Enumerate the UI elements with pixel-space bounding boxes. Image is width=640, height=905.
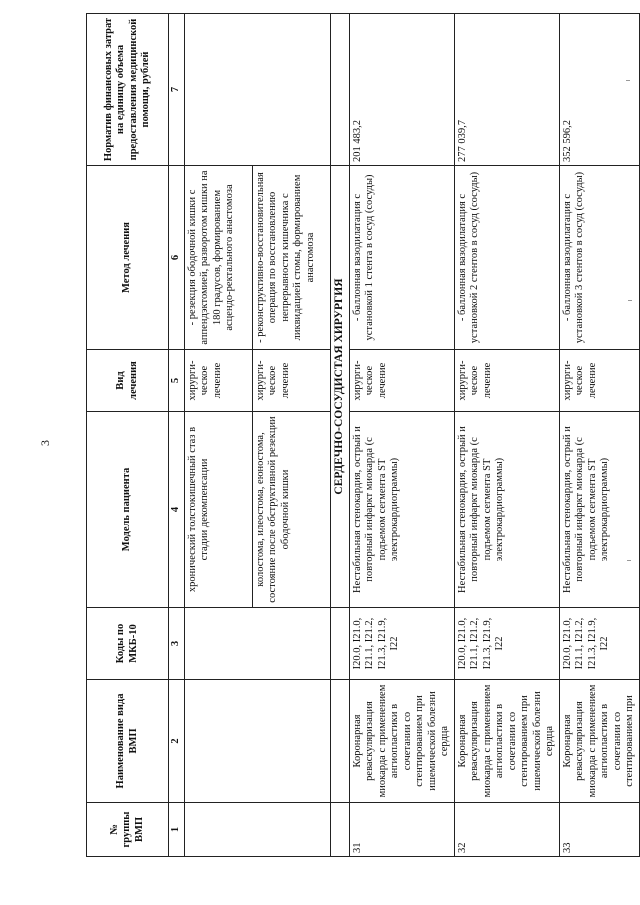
- page-number: 3: [38, 440, 52, 446]
- model-cell: Нестабильная стенокардия, острый и повторный инфаркт миокарда (с подъемом сегмента ST электрокардиограммы): [559, 412, 639, 608]
- section-title: СЕРДЕЧНО-СОСУДИСТАЯ ХИРУРГИЯ: [330, 166, 349, 608]
- icd-codes: I20.0, I21.0, I21.1, I21.2, I21.3, I21.9, I22: [454, 608, 559, 680]
- treatment-type-cell: хирурги-ческое лечение: [559, 350, 639, 412]
- treatment-type-cell: хирурги-ческое лечение: [252, 350, 330, 412]
- vmp-table: [86, 13, 640, 857]
- cost-cell: 201 483,2: [349, 14, 454, 166]
- method-cell: - резекция ободочной кишки с аппендэктомией, разворотом кишки на 180 градусов, формированием асцендо-ректального анастомоза: [184, 166, 252, 350]
- section-row: [330, 14, 349, 857]
- column-number: 3: [169, 608, 185, 680]
- column-number: 2: [169, 680, 185, 803]
- group-number: 32: [454, 803, 559, 857]
- vmp-name: Коронарная реваскуляризация миокарда с применением ангиопластики в сочетании со стентированием при ишемической болезни сердца: [349, 680, 454, 803]
- header-name: Наименование вида ВМП: [87, 680, 169, 803]
- header-type: Вид лечения: [87, 350, 169, 412]
- column-number-row: [169, 14, 185, 857]
- group-number: 31: [349, 803, 454, 857]
- header-model: Модель пациента: [87, 412, 169, 608]
- column-number: 1: [169, 803, 185, 857]
- table-row: [454, 14, 559, 857]
- model-cell: Нестабильная стенокардия, острый и повторный инфаркт миокарда (с подъемом сегмента ST электрокардиограммы): [349, 412, 454, 608]
- cost-cell: 352 596,2: [559, 14, 639, 166]
- vmp-name: Коронарная реваскуляризация миокарда с применением ангиопластики в сочетании со стентированием при ишемической болезни сердца: [454, 680, 559, 803]
- header-row: [87, 14, 169, 857]
- treatment-type-cell: хирурги-ческое лечение: [454, 350, 559, 412]
- cost-cell: 277 039,7: [454, 14, 559, 166]
- table-row: [349, 14, 454, 857]
- method-cell: - баллонная вазодилатация с установкой 1 стента в сосуд (сосуды): [349, 166, 454, 350]
- header-cost: Норматив финансовых затрат на единицу объема предоставления медицинской помощи, рублей: [87, 14, 169, 166]
- rotated-page: [86, 14, 635, 857]
- model-cell: Нестабильная стенокардия, острый и повторный инфаркт миокарда (с подъемом сегмента ST электрокардиограммы): [454, 412, 559, 608]
- column-number: 6: [169, 166, 185, 350]
- header-group: № группы ВМП: [87, 803, 169, 857]
- model-cell: хронический толстокишечный стаз в стадии декомпенсации: [184, 412, 252, 608]
- header-codes: Коды по МКБ-10: [87, 608, 169, 680]
- group-number: 33: [559, 803, 639, 857]
- model-cell: колостома, илеостома, еюностома, состояние после обструктивной резекции ободочной кишки: [252, 412, 330, 608]
- vmp-name: Коронарная реваскуляризация миокарда с применением ангиопластики в сочетании со стентированием при: [559, 680, 639, 803]
- column-number: 4: [169, 412, 185, 608]
- column-number: 7: [169, 14, 185, 166]
- method-cell: - реконструктивно-восстановительная операция по восстановлению непрерывности кишечника с ликвидацией стомы, формированием анастомоза: [252, 166, 330, 350]
- icd-codes: I20.0, I21.0, I21.1, I21.2, I21.3, I21.9, I22: [559, 608, 639, 680]
- treatment-type-cell: хирурги-ческое лечение: [349, 350, 454, 412]
- header-method: Метод лечения: [87, 166, 169, 350]
- icd-codes: I20.0, I21.0, I21.1, I21.2, I21.3, I21.9, I22: [349, 608, 454, 680]
- column-number: 5: [169, 350, 185, 412]
- table-row: [559, 14, 639, 857]
- method-cell: - баллонная вазодилатация с установкой 2 стентов в сосуд (сосуды): [454, 166, 559, 350]
- treatment-type-cell: хирурги-ческое лечение: [184, 350, 252, 412]
- table-row: [184, 14, 252, 857]
- method-cell: - баллонная вазодилатация с установкой 3 стентов в сосуд (сосуды): [559, 166, 639, 350]
